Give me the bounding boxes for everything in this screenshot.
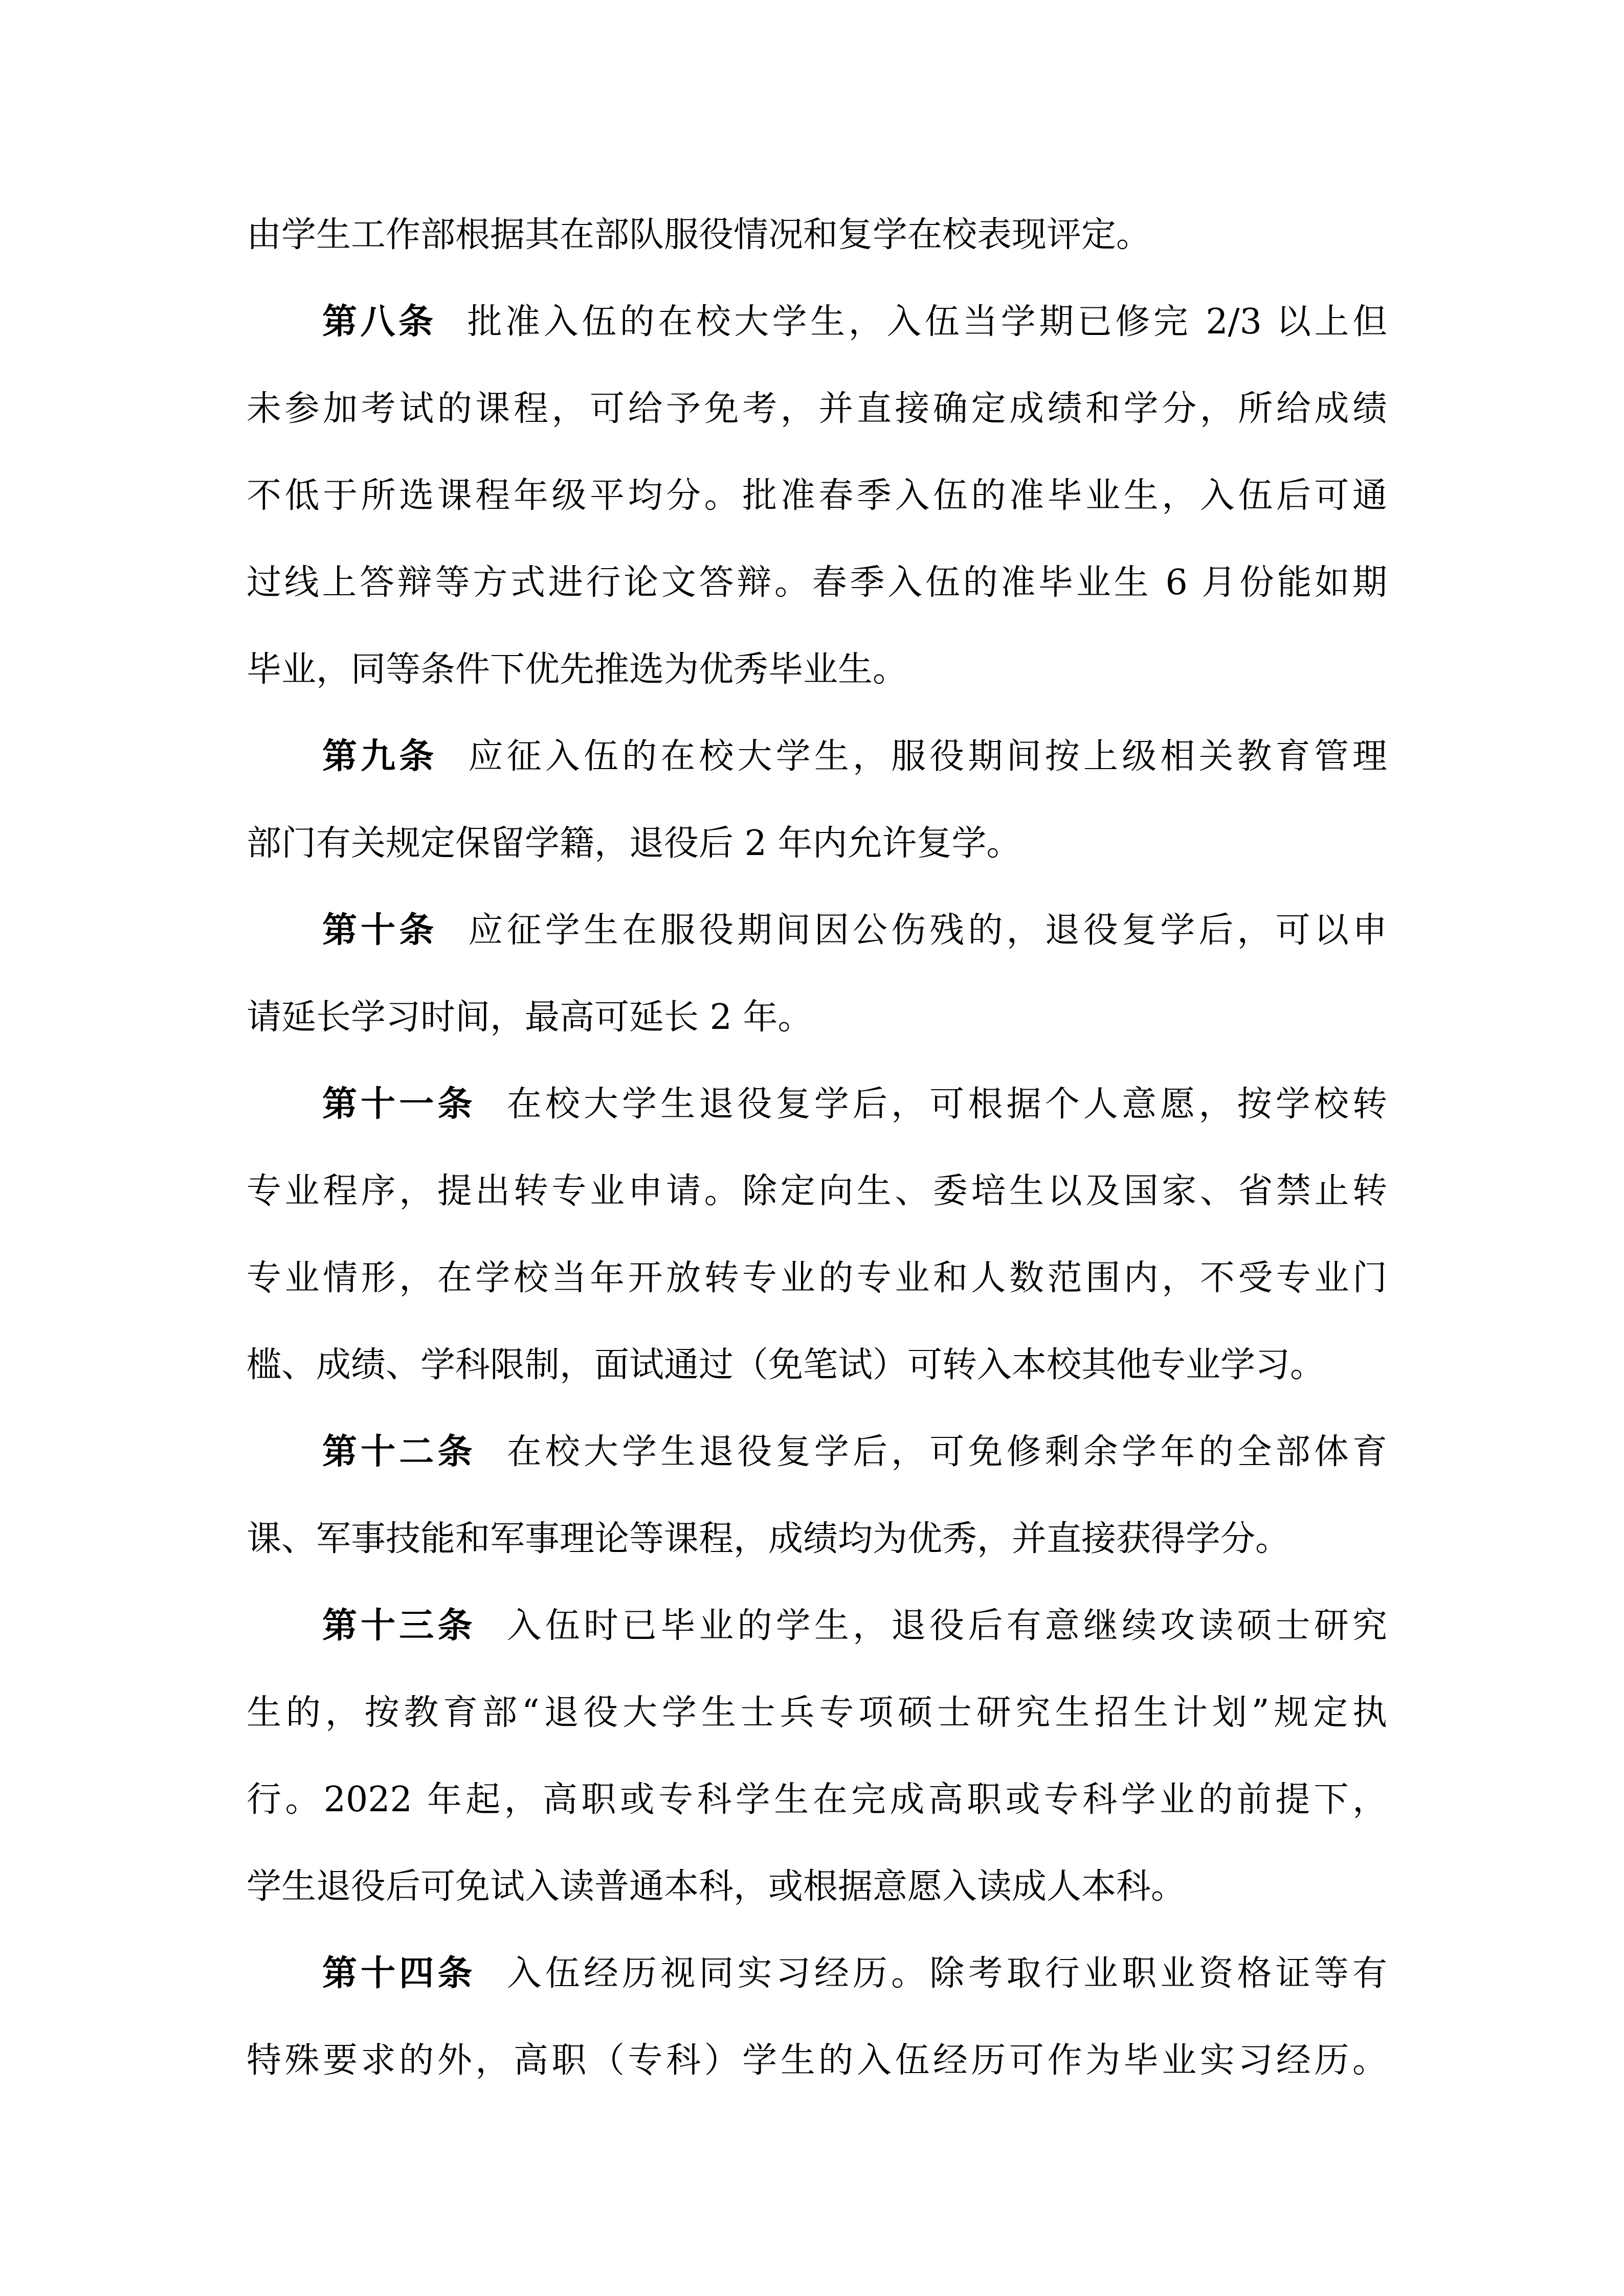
- article-first-line: [322, 1595, 1387, 1657]
- article-first-line: [322, 291, 1387, 353]
- article-number: 第十一条: [322, 1084, 476, 1124]
- article-text: 应征学生在服役期间因公伤残的，退役复学后，可以申: [468, 910, 1387, 951]
- article-number: 第十二条: [322, 1432, 476, 1472]
- body-line: 学生退役后可免试入读普通本科，或根据意愿入读成人本科。: [247, 1866, 1186, 1907]
- body-line: 专业程序，提出转专业申请。除定向生、委培生以及国家、省禁止转: [247, 1171, 1387, 1211]
- article-text: 应征入伍的在校大学生，服役期间按上级相关教育管理: [468, 736, 1387, 777]
- body-line: 槛、成绩、学科限制，面试通过（免笔试）可转入本校其他专业学习。: [247, 1345, 1325, 1385]
- article-text: 在校大学生退役复学后，可根据个人意愿，按学校转: [506, 1084, 1387, 1124]
- body-line: 行。2022 年起，高职或专科学生在完成高职或专科学业的前提下，: [247, 1780, 1387, 1820]
- article-number: 第十条: [322, 910, 438, 951]
- article-first-line: [322, 1422, 1387, 1483]
- article-number: 第十三条: [322, 1606, 476, 1646]
- body-line: 部门有关规定保留学籍，退役后 2 年内允许复学。: [247, 823, 1021, 864]
- body-line: 不低于所选课程年级平均分。批准春季入伍的准毕业生，入伍后可通: [247, 476, 1387, 516]
- article-first-line: [322, 1074, 1387, 1135]
- article-first-line: [322, 726, 1387, 787]
- body-line: 特殊要求的外，高职（专科）学生的入伍经历可作为毕业实习经历。: [247, 2040, 1387, 2081]
- body-line: 毕业，同等条件下优先推选为优秀毕业生。: [247, 649, 908, 690]
- body-line: 生的，按教育部“退役大学生士兵专项硕士研究生招生计划”规定执: [247, 1693, 1387, 1733]
- article-number: 第九条: [322, 736, 438, 777]
- article-text: 在校大学生退役复学后，可免修剩余学年的全部体育: [506, 1432, 1387, 1472]
- article-number: 第八条: [322, 302, 437, 342]
- article-text: 入伍经历视同实习经历。除考取行业职业资格证等有: [506, 1953, 1387, 1994]
- body-line: 专业情形，在学校当年开放转专业的专业和人数范围内，不受专业门: [247, 1258, 1387, 1298]
- article-first-line: [322, 900, 1387, 961]
- body-line: 由学生工作部根据其在部队服役情况和复学在校表现评定。: [247, 215, 1151, 255]
- article-first-line: [322, 1943, 1387, 2005]
- body-line: 过线上答辩等方式进行论文答辩。春季入伍的准毕业生 6 月份能如期: [247, 562, 1387, 603]
- body-line: 未参加考试的课程，可给予免考，并直接确定成绩和学分，所给成绩: [247, 389, 1387, 429]
- article-number: 第十四条: [322, 1953, 476, 1994]
- article-text: 批准入伍的在校大学生，入伍当学期已修完 2/3 以上但: [467, 302, 1387, 342]
- article-text: 入伍时已毕业的学生，退役后有意继续攻读硕士研究: [506, 1606, 1387, 1646]
- body-line: 课、军事技能和军事理论等课程，成绩均为优秀，并直接获得学分。: [247, 1519, 1291, 1559]
- body-line: 请延长学习时间，最高可延长 2 年。: [247, 997, 813, 1038]
